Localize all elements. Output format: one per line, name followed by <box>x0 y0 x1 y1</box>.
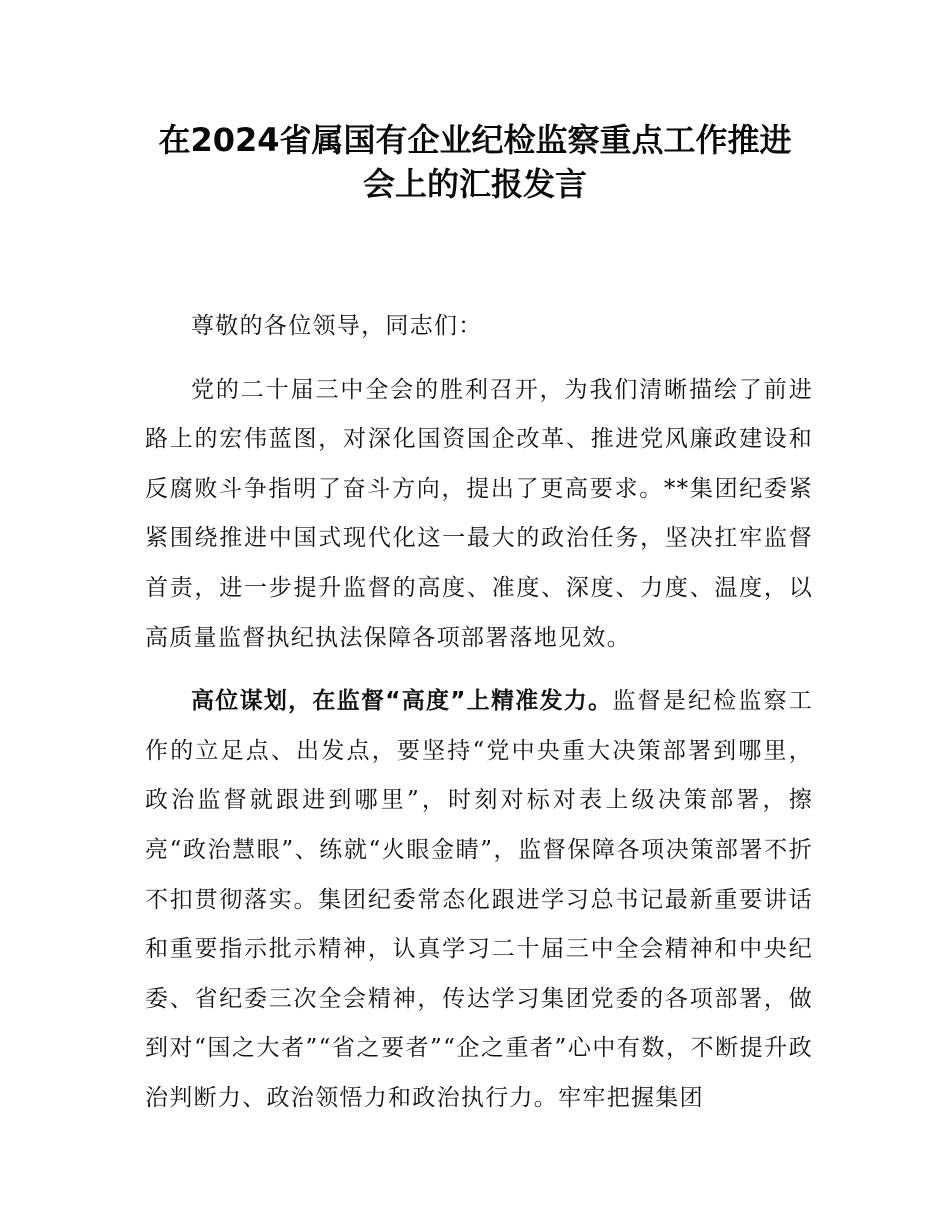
document-body <box>145 302 813 1124</box>
section-heading: 高位谋划，在监督“高度”上精准发力。 <box>191 688 613 715</box>
document-title <box>120 118 830 206</box>
paragraph-intro: 党的二十届三中全会的胜利召开，为我们清晰描绘了前进路上的宏伟蓝图，对深化国资国企改革、推进党风廉政建设和反腐败斗争指明了奋斗方向，提出了更高要求。**集团纪委紧紧围绕推进中国式现代化这一最大的政治任务，坚决扛牢监督首责，进一步提升监督的高度、准度、深度、力度、温度，以高质量监督执纪执法保障各项部署落地见效。 <box>145 376 813 651</box>
title-line-1: 在2024省属国有企业纪检监察重点工作推进 <box>158 121 792 159</box>
greeting: 尊敬的各位领导，同志们： <box>191 313 483 339</box>
paragraph-section-1 <box>145 677 813 1123</box>
section-text: 监督是纪检监察工作的立足点、出发点，要坚持“党中央重大决策部署到哪里，政治监督就跟进到哪里”，时刻对标对表上级决策部署，擦亮“政治慧眼”、练就“火眼金睛”，监督保障各项决策部署不折不扣贯彻落实。集团纪委常态化跟进学习总书记最新重要讲话和重要指示批示精神，认真学习二十届三中全会精神和中央纪委、省纪委三次全会精神，传达学习集团党委的各项部署，做到对“国之大者”“省之要者”“企之重者”心中有数，不断提升政治判断力、政治领悟力和政治执行力。牢牢把握集团 <box>145 688 813 1111</box>
title-line-2: 会上的汇报发言 <box>362 165 587 203</box>
